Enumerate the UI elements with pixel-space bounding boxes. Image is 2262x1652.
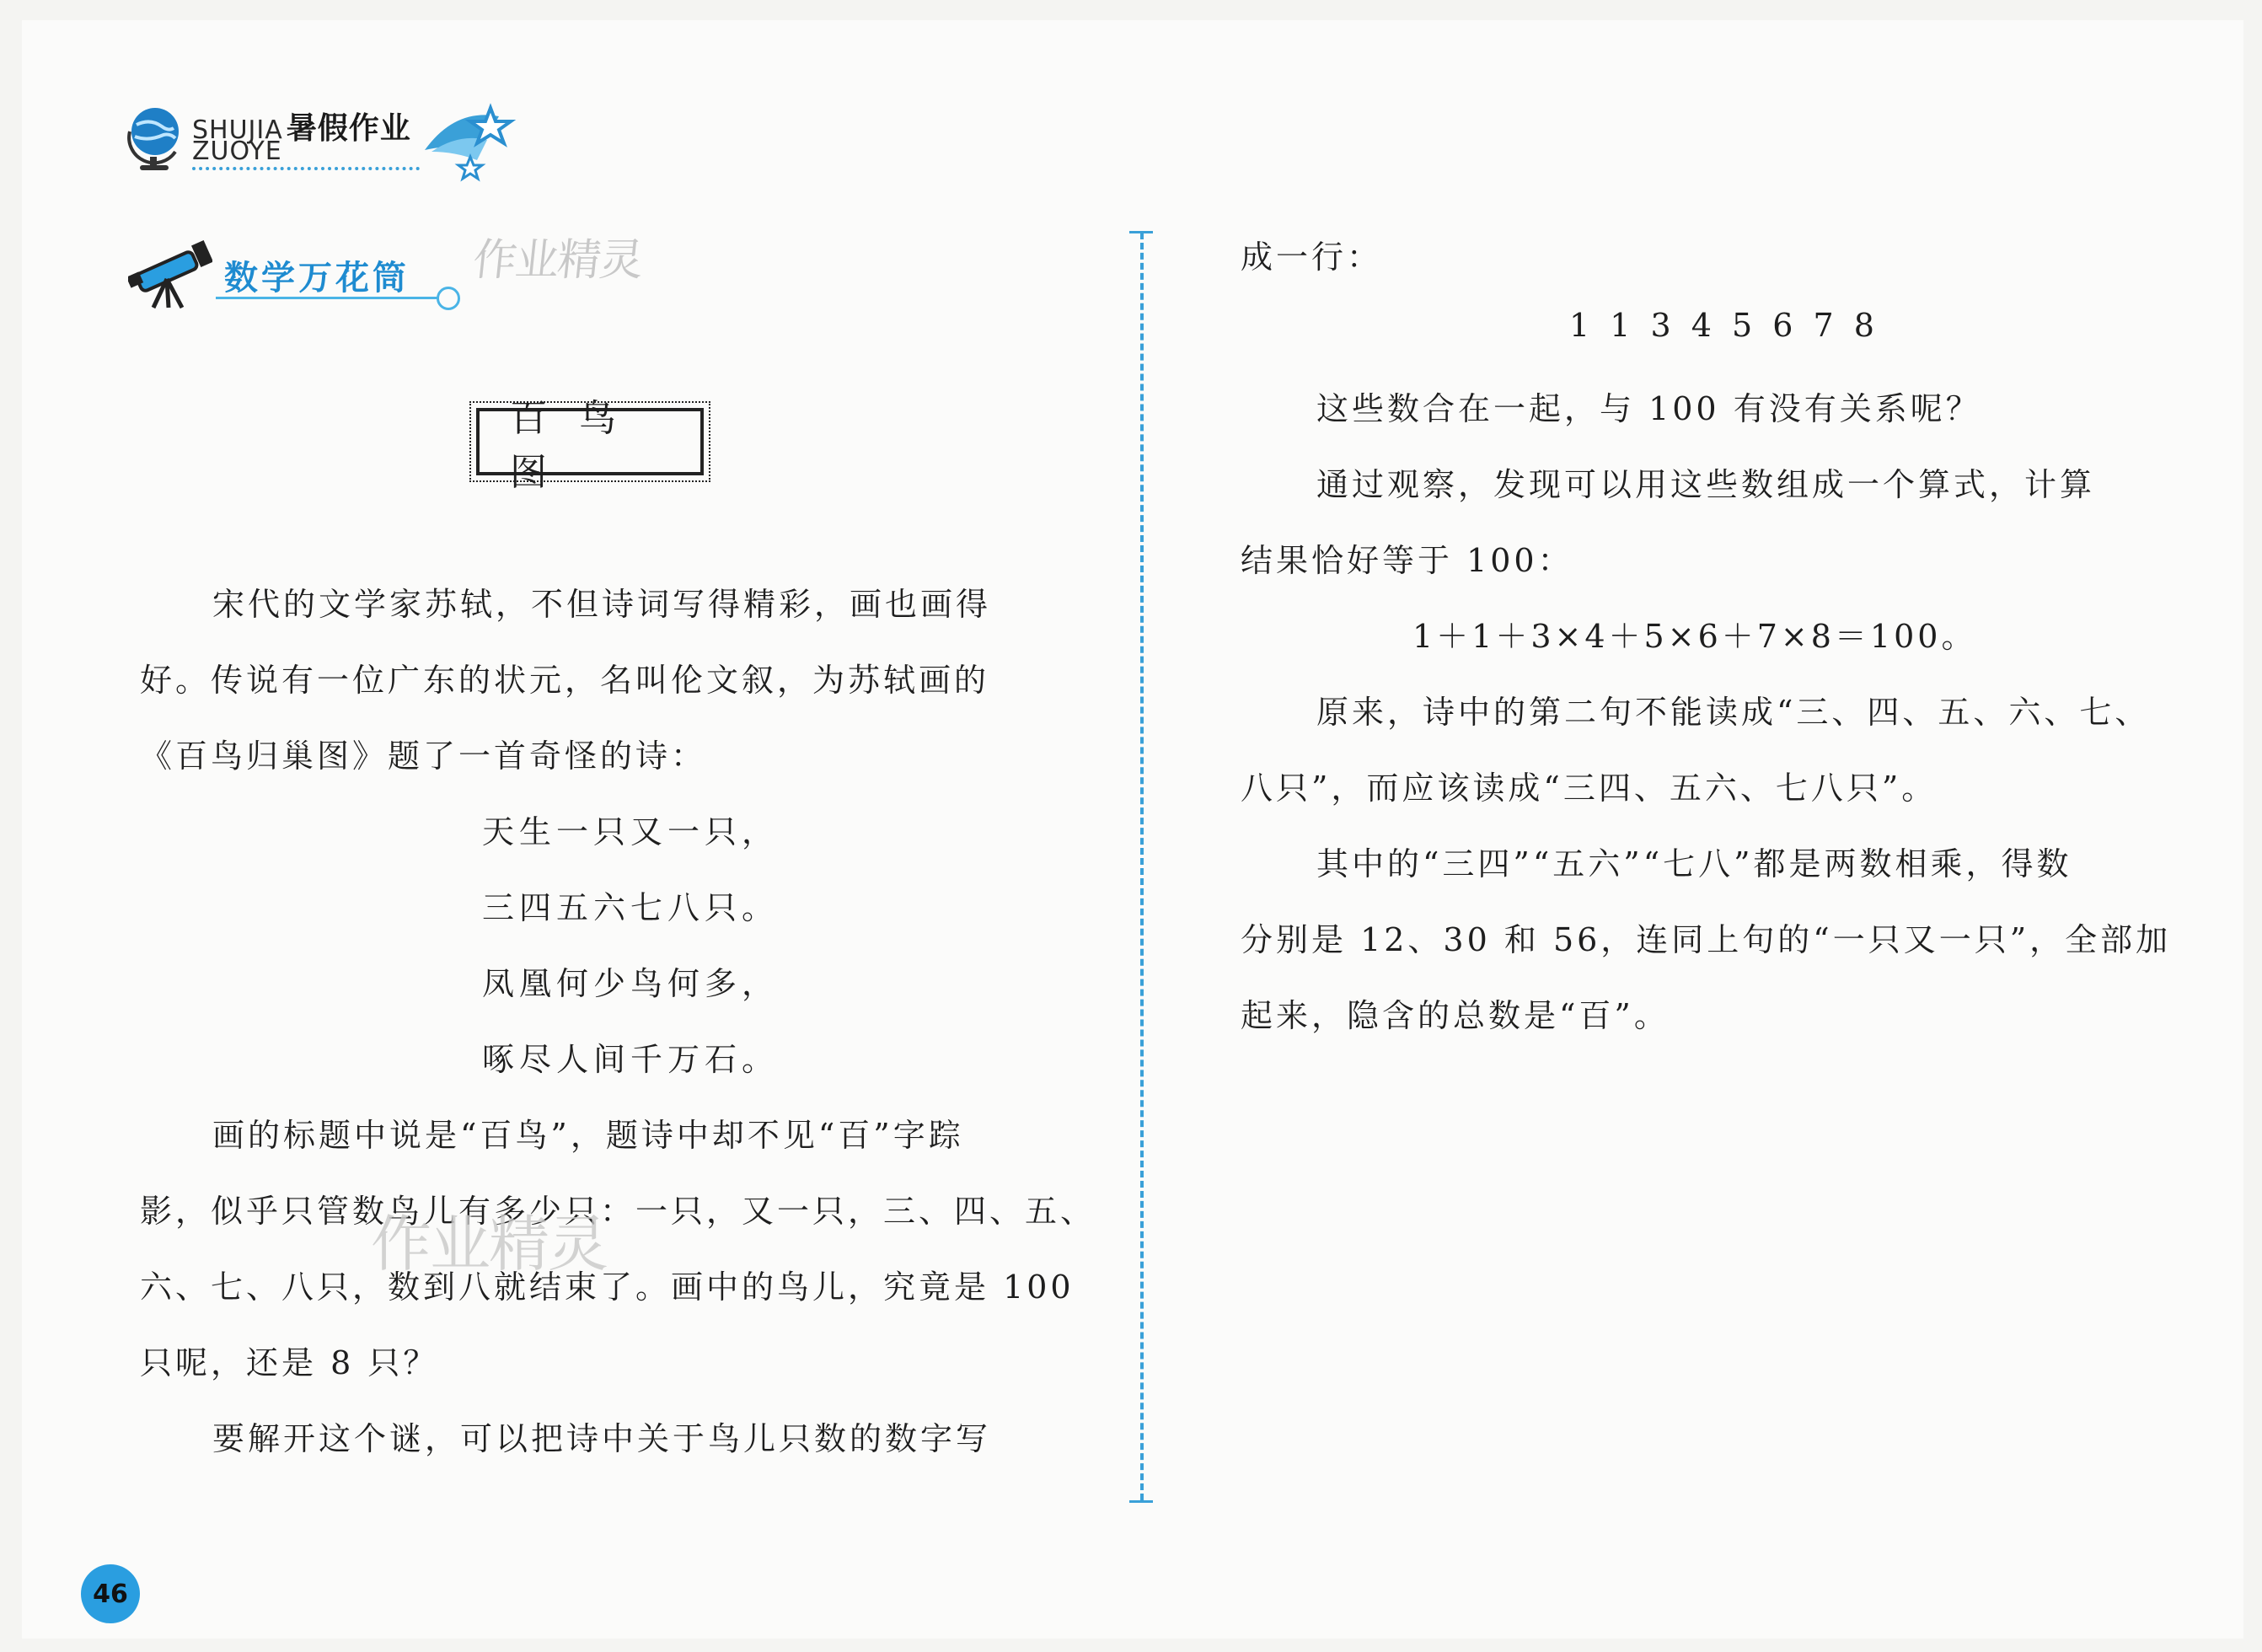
paragraph-line: 原来，诗中的第二句不能读成“三、四、五、六、七、	[1316, 694, 2151, 731]
watermark-middle: 作业精灵	[371, 1209, 608, 1279]
poem-line: 凤凰何少鸟何多，	[482, 965, 780, 1002]
paragraph-line: 这些数合在一起，与 100 有没有关系呢？	[1316, 390, 1981, 427]
paragraph-line: 分别是 12、30 和 56，连同上句的“一只又一只”，全部加	[1241, 921, 2172, 958]
brand-cn: 暑假作业	[286, 111, 411, 146]
paragraph-line: 通过观察，发现可以用这些数组成一个算式，计算	[1316, 466, 2096, 503]
section-title: 数学万花筒	[224, 259, 410, 298]
equation: 1＋1＋3×4＋5×6＋7×8＝100。	[1412, 618, 1977, 655]
paragraph-line: 成一行：	[1241, 239, 1383, 276]
brand-dotted-line	[192, 167, 420, 170]
poem-line: 三四五六七八只。	[482, 889, 780, 926]
divider-cap-bottom	[1129, 1500, 1153, 1503]
paragraph-line: 影，似乎只管数鸟儿有多少只：一只，又一只，三、四、五、	[140, 1193, 1096, 1230]
globe-icon	[125, 103, 184, 174]
brand-en-2: ZUOYE	[192, 137, 282, 166]
paragraph-line: 宋代的文学家苏轼，不但诗词写得精彩，画也画得	[212, 586, 992, 623]
shooting-star-icon	[421, 99, 517, 182]
poem-line: 啄尽人间千万石。	[482, 1041, 780, 1078]
paragraph-line: 其中的“三四”“五六”“七八”都是两数相乘，得数	[1316, 845, 2072, 882]
paragraph-line: 起来，隐含的总数是“百”。	[1241, 997, 1670, 1034]
paragraph-line: 八只”，而应该读成“三四、五六、七八只”。	[1241, 770, 1938, 807]
number-sequence: 1 1 3 4 5 6 7 8	[1569, 307, 1879, 344]
paragraph-line: 要解开这个谜，可以把诗中关于鸟儿只数的数字写	[212, 1420, 992, 1457]
paragraph-line: 只呢，还是 8 只？	[140, 1344, 439, 1381]
watermark-top: 作业精灵	[470, 235, 645, 286]
page-number: 46	[81, 1564, 140, 1623]
paragraph-line: 画的标题中说是“百鸟”，题诗中却不见“百”字踪	[212, 1117, 964, 1154]
paragraph-line: 《百鸟归巢图》题了一首奇怪的诗：	[140, 738, 707, 775]
paragraph-line: 六、七、八只，数到八就结束了。画中的鸟儿，究竟是 100	[140, 1268, 1075, 1306]
brand-en-1: SHUJIA	[192, 115, 283, 145]
paragraph-line: 结果恰好等于 100：	[1241, 542, 1573, 579]
paragraph-line: 好。传说有一位广东的状元，名叫伦文叙，为苏轼画的	[140, 662, 990, 699]
telescope-icon	[128, 232, 212, 309]
section-underline-dot	[437, 287, 460, 310]
column-divider	[1140, 233, 1144, 1500]
article-title: 百鸟图	[476, 408, 704, 475]
section-underline	[216, 297, 443, 299]
poem-line: 天生一只又一只，	[482, 813, 780, 850]
